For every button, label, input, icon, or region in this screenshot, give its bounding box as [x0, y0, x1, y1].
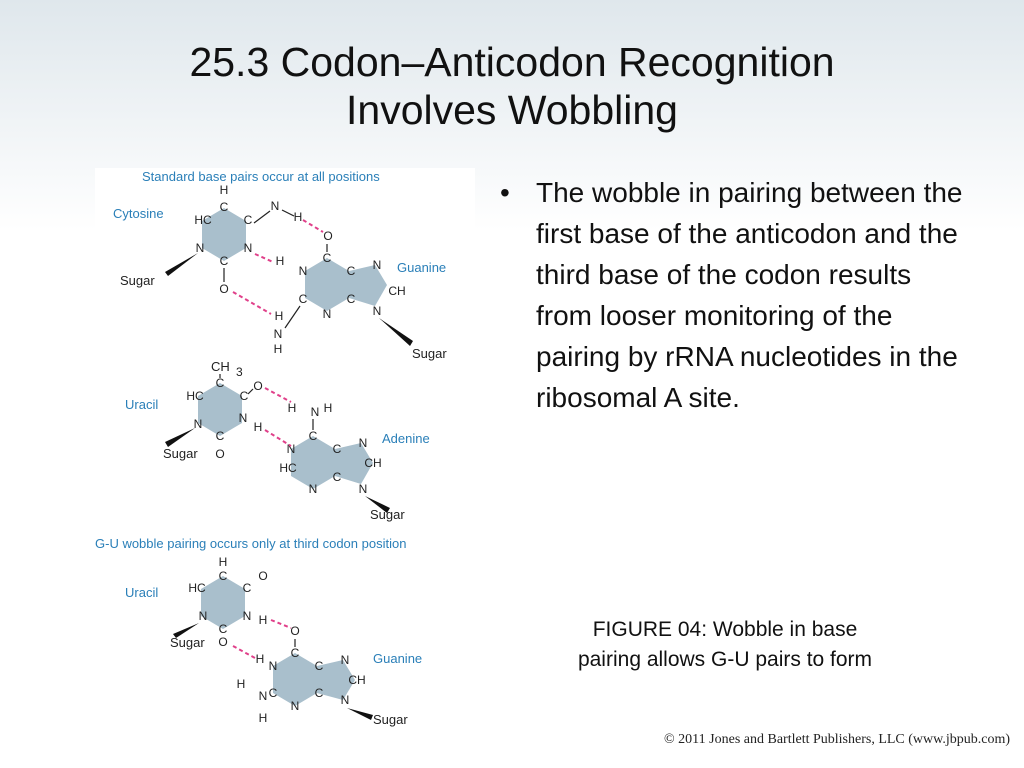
- svg-text:C: C: [346, 264, 356, 278]
- svg-text:HC: HC: [194, 213, 212, 227]
- svg-text:C: C: [322, 251, 332, 265]
- svg-text:O: O: [253, 379, 263, 393]
- svg-text:N: N: [372, 258, 382, 272]
- copyright-notice: © 2011 Jones and Bartlett Publishers, LLC (www.jbpub.com): [664, 732, 1010, 747]
- svg-text:C: C: [346, 292, 356, 306]
- uracil-label-2: Uracil: [125, 585, 159, 600]
- figure-caption: [525, 615, 925, 675]
- title-line-2: Involves Wobbling: [346, 87, 678, 133]
- svg-text:N: N: [273, 327, 283, 341]
- svg-text:C: C: [314, 659, 324, 673]
- figure-panel: [95, 168, 475, 728]
- cytosine-label: Cytosine: [113, 206, 164, 221]
- svg-text:C: C: [308, 429, 318, 443]
- svg-text:N: N: [358, 436, 368, 450]
- svg-text:C: C: [215, 429, 225, 443]
- svg-text:O: O: [323, 229, 333, 243]
- svg-text:CH: CH: [388, 284, 406, 298]
- svg-text:H: H: [275, 254, 285, 268]
- sugar-label: Sugar: [120, 273, 155, 288]
- svg-text:C: C: [218, 569, 228, 583]
- svg-text:H: H: [218, 555, 228, 569]
- svg-text:C: C: [243, 213, 253, 227]
- sugar-label: Sugar: [163, 446, 198, 461]
- svg-text:N: N: [238, 411, 248, 425]
- svg-text:O: O: [215, 447, 225, 461]
- svg-text:H: H: [293, 210, 303, 224]
- svg-text:C: C: [219, 254, 229, 268]
- svg-text:O: O: [219, 282, 229, 296]
- svg-text:H: H: [287, 401, 297, 415]
- svg-text:N: N: [290, 699, 300, 713]
- svg-text:O: O: [290, 624, 300, 638]
- svg-text:H: H: [273, 342, 283, 356]
- svg-text:H: H: [323, 401, 333, 415]
- svg-text:H: H: [253, 420, 263, 434]
- svg-text:C: C: [332, 470, 342, 484]
- title-line-1: 25.3 Codon–Anticodon Recognition: [189, 39, 835, 85]
- svg-text:O: O: [258, 569, 268, 583]
- svg-text:C: C: [239, 389, 249, 403]
- svg-text:N: N: [198, 609, 208, 623]
- svg-text:N: N: [340, 653, 350, 667]
- svg-text:H: H: [255, 652, 265, 666]
- svg-text:H: H: [236, 677, 246, 691]
- header-standard: Standard base pairs occur at all positions: [142, 169, 380, 184]
- svg-text:H: H: [274, 309, 284, 323]
- header-wobble: G-U wobble pairing occurs only at third codon position: [95, 536, 407, 551]
- svg-text:N: N: [286, 442, 296, 456]
- svg-text:N: N: [268, 659, 278, 673]
- svg-text:N: N: [310, 405, 320, 419]
- svg-text:C: C: [215, 376, 225, 390]
- svg-text:N: N: [270, 199, 280, 213]
- adenine-label: Adenine: [382, 431, 430, 446]
- svg-text:N: N: [340, 693, 350, 707]
- svg-text:O: O: [218, 635, 228, 649]
- svg-text:N: N: [358, 482, 368, 496]
- svg-text:C: C: [332, 442, 342, 456]
- bullet-text: The wobble in pairing between the first base of the anticodon and the third base of the codon results from looser monitoring of the pairing by rRNA nucleotides in the ribosomal A site.: [536, 177, 963, 413]
- bullet-marker: •: [500, 177, 510, 208]
- svg-text:N: N: [372, 304, 382, 318]
- slide-title: [0, 38, 1024, 134]
- svg-text:H: H: [219, 183, 229, 197]
- svg-text:N: N: [308, 482, 318, 496]
- methyl-ch: CH: [211, 359, 230, 374]
- svg-text:H: H: [258, 613, 268, 627]
- svg-text:C: C: [298, 292, 308, 306]
- methyl-subscript: 3: [236, 365, 243, 379]
- svg-text:HC: HC: [188, 581, 206, 595]
- svg-text:N: N: [298, 264, 308, 278]
- caption-line-1: FIGURE 04: Wobble in base: [592, 618, 858, 641]
- svg-text:C: C: [242, 581, 252, 595]
- guanine-label: Guanine: [397, 260, 447, 275]
- guanine-label-wobble: Guanine: [373, 651, 423, 666]
- svg-text:HC: HC: [186, 389, 204, 403]
- base-pairing-diagram: [95, 168, 475, 728]
- sugar-label: Sugar: [170, 635, 205, 650]
- caption-line-2: pairing allows G-U pairs to form: [577, 648, 873, 671]
- svg-text:C: C: [290, 646, 300, 660]
- svg-text:CH: CH: [364, 456, 382, 470]
- svg-text:C: C: [314, 686, 324, 700]
- svg-text:C: C: [219, 200, 229, 214]
- svg-text:N: N: [193, 417, 203, 431]
- svg-text:N: N: [243, 241, 253, 255]
- svg-text:C: C: [268, 686, 278, 700]
- svg-text:C: C: [218, 622, 228, 636]
- svg-text:N: N: [195, 241, 205, 255]
- base-pairing-figure: [95, 168, 475, 728]
- svg-text:N: N: [242, 609, 252, 623]
- svg-text:CH: CH: [348, 673, 366, 687]
- sugar-label: Sugar: [373, 712, 408, 727]
- svg-text:HC: HC: [279, 461, 297, 475]
- sugar-label: Sugar: [370, 507, 405, 522]
- sugar-label: Sugar: [412, 346, 447, 361]
- svg-text:N: N: [322, 307, 332, 321]
- uracil-label-1: Uracil: [125, 397, 159, 412]
- svg-text:H: H: [258, 711, 268, 725]
- svg-text:N: N: [258, 689, 268, 703]
